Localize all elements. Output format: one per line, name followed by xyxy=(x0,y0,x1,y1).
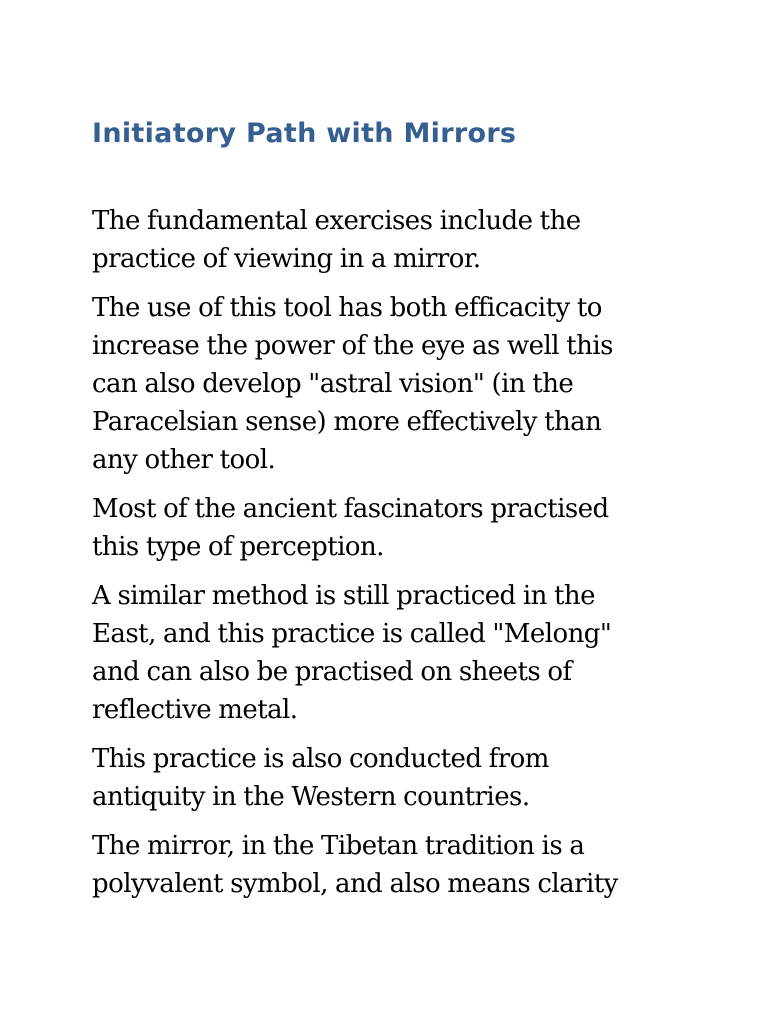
paragraph-line: antiquity in the Western countries. xyxy=(92,782,530,812)
paragraph-line: East, and this practice is called "Melong" xyxy=(92,619,612,649)
paragraph-fundamental-exercises xyxy=(92,202,738,278)
paragraph-use-of-tool xyxy=(92,289,738,479)
paragraph-line: This practice is also conducted from xyxy=(92,744,549,774)
paragraph-western-countries xyxy=(92,740,738,816)
paragraph-line: practice of viewing in a mirror. xyxy=(92,244,481,274)
paragraph-line: polyvalent symbol, and also means clarity xyxy=(92,869,618,899)
paragraph-line: can also develop "astral vision" (in the xyxy=(92,369,574,399)
paragraph-line: this type of perception. xyxy=(92,532,384,562)
paragraph-line: The mirror, in the Tibetan tradition is a xyxy=(92,831,585,861)
paragraph-line: Most of the ancient fascinators practised xyxy=(92,494,609,524)
paragraph-line: A similar method is still practiced in the xyxy=(92,581,595,611)
paragraph-line: The use of this tool has both efficacity to xyxy=(92,293,602,323)
paragraph-melong xyxy=(92,577,738,729)
page-title: Initiatory Path with Mirrors xyxy=(92,118,517,149)
paragraph-line: and can also be practised on sheets of xyxy=(92,657,572,687)
paragraph-line: any other tool. xyxy=(92,445,276,475)
document-body xyxy=(92,202,738,903)
paragraph-tibetan-tradition xyxy=(92,827,738,903)
paragraph-line: Paracelsian sense) more effectively than xyxy=(92,407,602,437)
paragraph-ancient-fascinators xyxy=(92,490,738,566)
paragraph-line: The fundamental exercises include the xyxy=(92,206,581,236)
paragraph-line: increase the power of the eye as well this xyxy=(92,331,613,361)
paragraph-line: reflective metal. xyxy=(92,695,298,725)
